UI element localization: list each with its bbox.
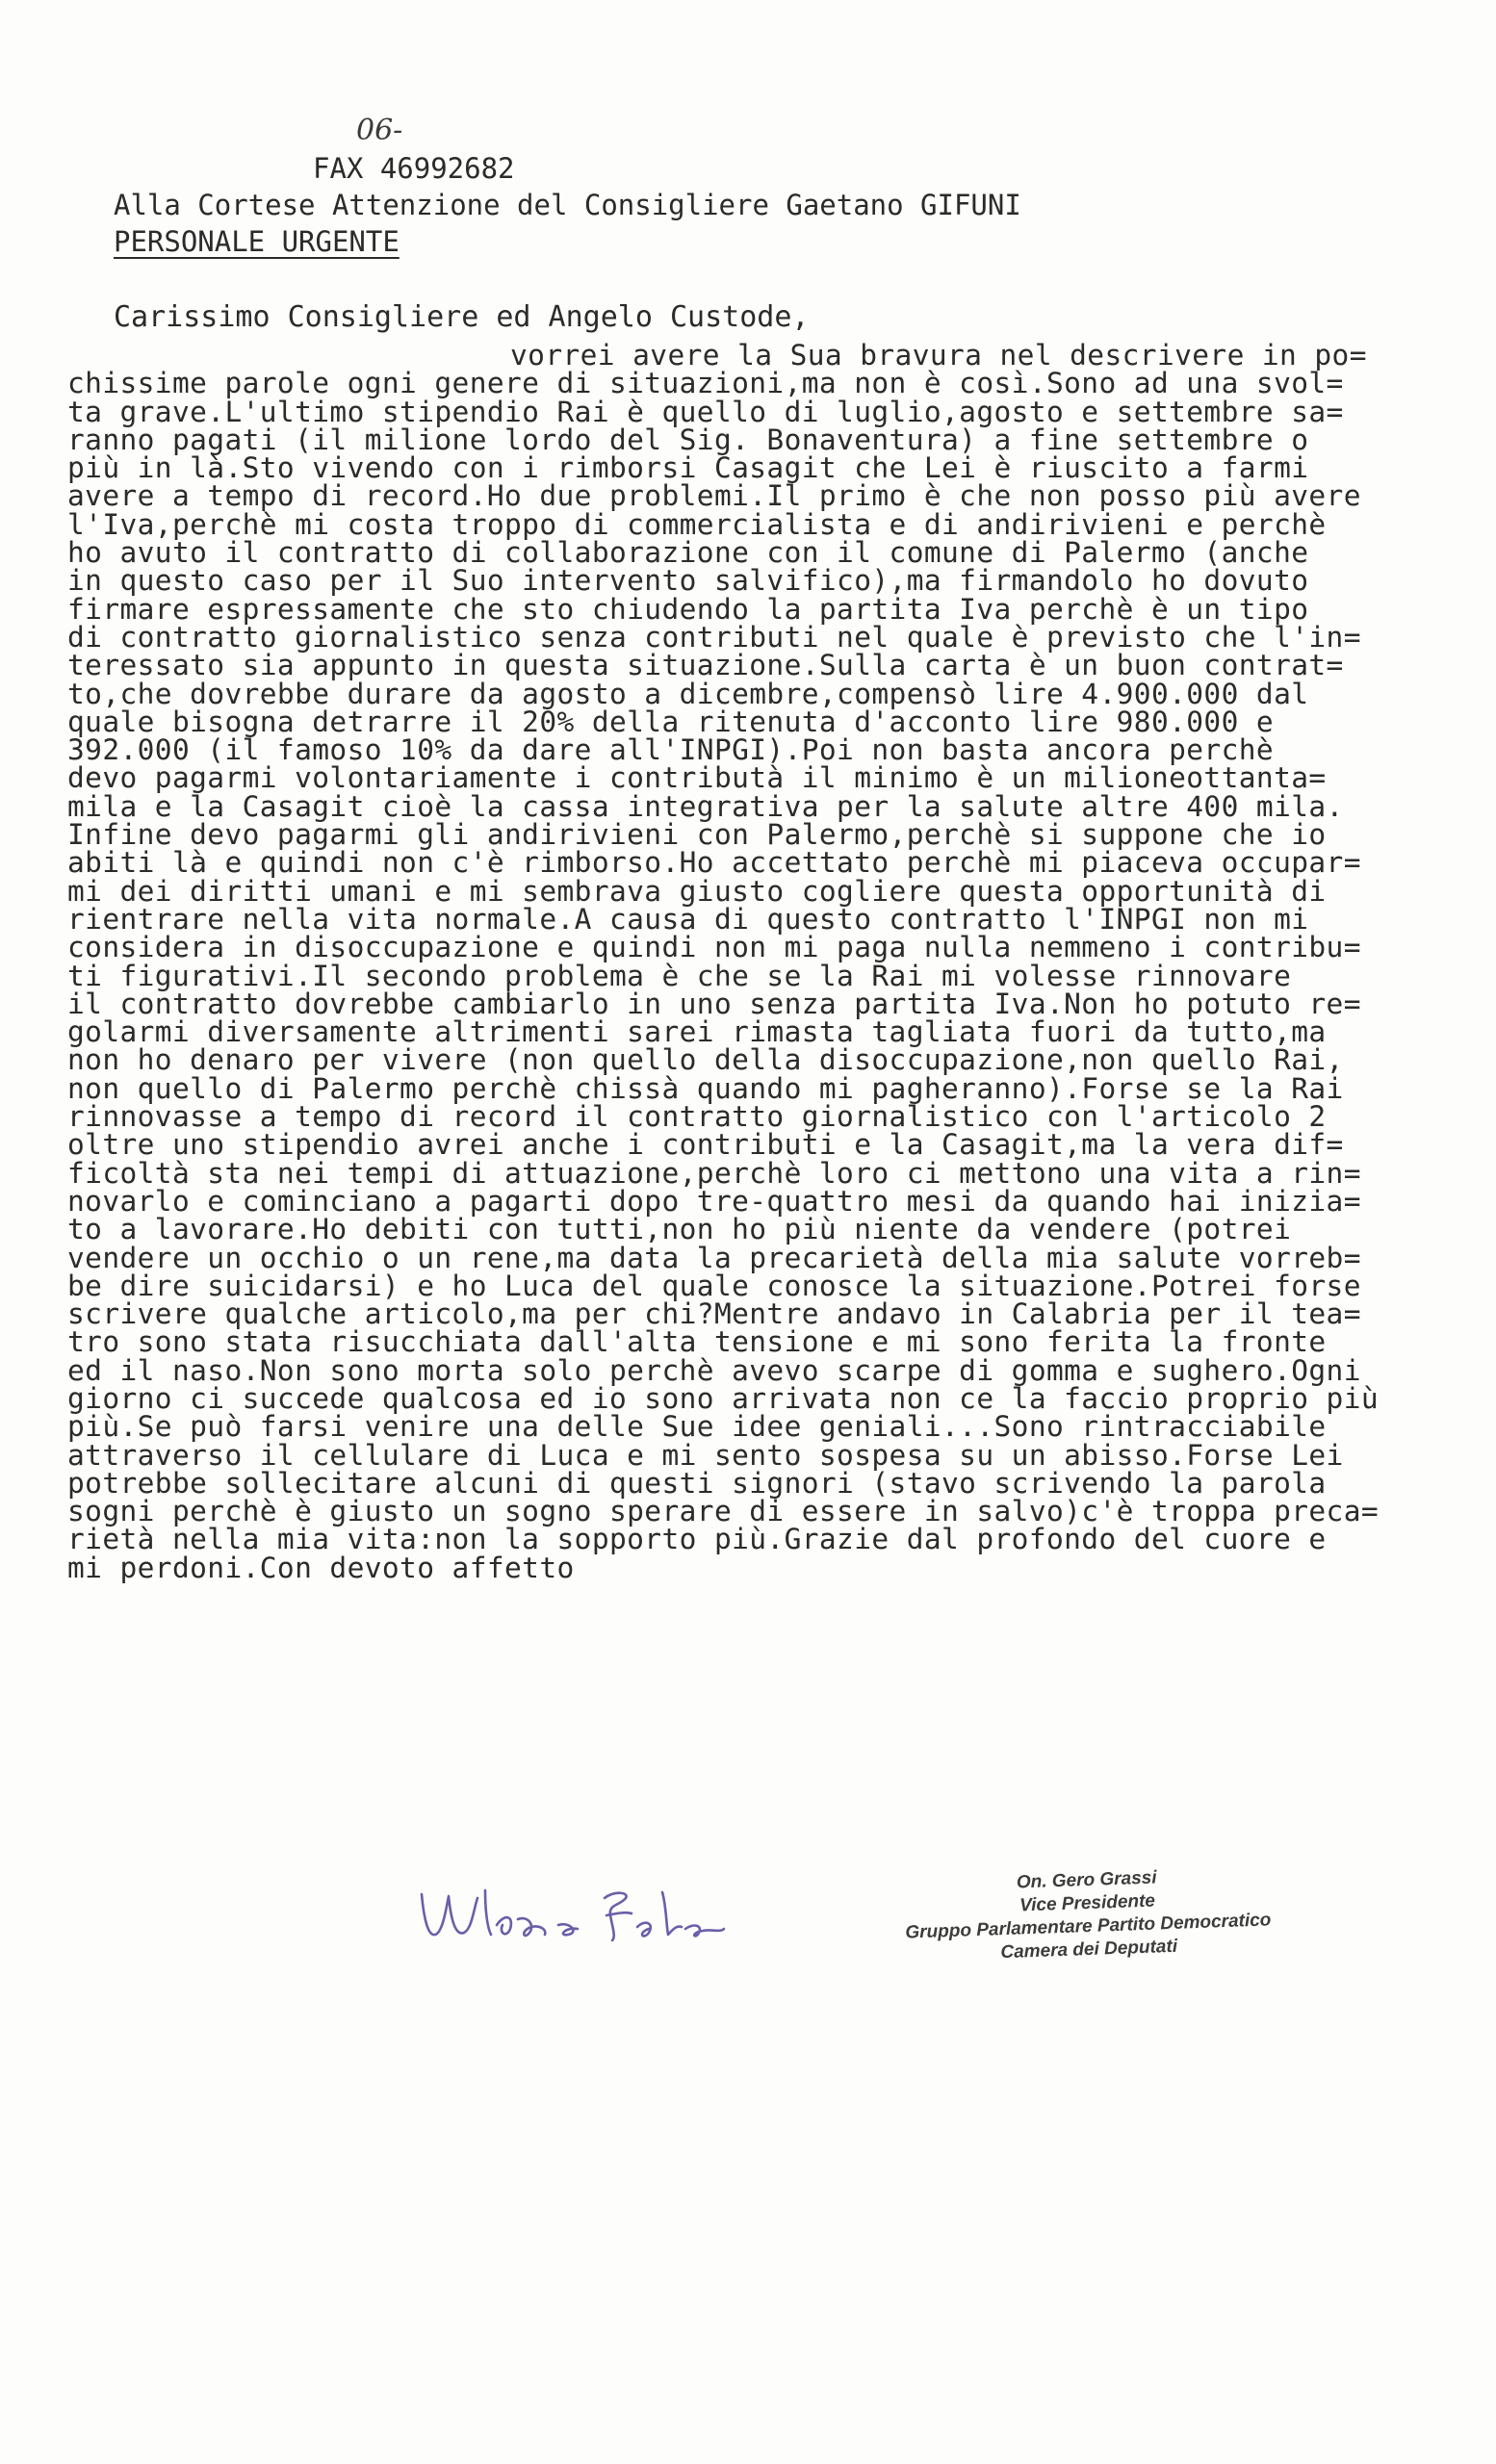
salutation: Carissimo Consigliere ed Angelo Custode, [114, 300, 810, 334]
stamp-name: On. Gero Grassi [1016, 1867, 1157, 1893]
letter-line: vendere un occhio o un rene,ma data la precarietà della mia salute vorreb= [67, 1241, 1361, 1274]
handwritten-page-number: 06- [356, 114, 403, 147]
letter-line: più.Se può farsi venire una delle Sue idee geniali...Sono rintracciabile [67, 1410, 1327, 1444]
letter-line: 392.000 (il famoso 10% da dare all'INPGI).Poi non basta ancora perchè [67, 733, 1275, 767]
stamp-group: Gruppo Parlamentare Partito Democratico [905, 1910, 1272, 1943]
letter-line: considera in disoccupazione e quindi non mi paga nulla nemmeno i contribu= [67, 931, 1361, 964]
letter-line: abiti là e quindi non c'è rimborso.Ho accettato perchè mi piaceva occupar= [67, 846, 1361, 880]
letter-line: ta grave.L'ultimo stipendio Rai è quello di luglio,agosto e settembre sa= [67, 395, 1344, 428]
letter-line: oltre uno stipendio avrei anche i contributi e la Casagit,ma la vera dif= [67, 1128, 1344, 1162]
stamp-chamber: Camera dei Deputati [1000, 1936, 1178, 1964]
letter-line: Infine devo pagarmi gli andirivieni con Palermo,perchè si suppone che io [67, 818, 1327, 852]
letter-line: più in là.Sto vivendo con i rimborsi Casagit che Lei è riuscito a farmi [67, 451, 1309, 485]
handwritten-signature [414, 1877, 732, 1964]
letter-line: tro sono stata risucchiata dall'alta tensione e mi sono ferita la fronte [67, 1325, 1327, 1359]
parliamentary-stamp [884, 1862, 1291, 1969]
letter-line: quale bisogna detrarre il 20% della ritenuta d'acconto lire 980.000 e [67, 705, 1275, 738]
letter-line: rinnovasse a tempo di record il contratto giornalistico con l'articolo 2 [67, 1100, 1327, 1134]
letter-line: rietà nella mia vita:non la sopporto più.Grazie dal profondo del cuore e [67, 1523, 1327, 1556]
letter-line: ed il naso.Non sono morta solo perchè avevo scarpe di gomma e sughero.Ogni [67, 1353, 1361, 1387]
letter-line: devo pagarmi volontariamente i contributà il minimo è un milioneottanta= [67, 761, 1327, 795]
letter-line: l'Iva,perchè mi costa troppo di commercialista e di andirivieni e perchè [67, 507, 1327, 541]
letter-line: di contratto giornalistico senza contributi nel quale è previsto che l'in= [67, 620, 1361, 654]
letter-line: non ho denaro per vivere (non quello della disoccupazione,non quello Rai, [67, 1043, 1344, 1077]
letter-line: ti figurativi.Il secondo problema è che se la Rai mi volesse rinnovare [67, 959, 1292, 992]
letter-line: mi dei diritti umani e mi sembrava giusto cogliere questa opportunità di [67, 874, 1327, 908]
letter-line: non quello di Palermo perchè chissà quando mi pagheranno).Forse se la Rai [67, 1071, 1344, 1105]
letter-line: novarlo e cominciano a pagarti dopo tre-quattro mesi da quando hai inizia= [67, 1184, 1361, 1218]
urgent-label: PERSONALE URGENTE [114, 225, 400, 258]
letter-line: ho avuto il contratto di collaborazione con il comune di Palermo (anche [67, 536, 1309, 570]
letter-line: ficoltà sta nei tempi di attuazione,perchè loro ci mettono una vita a rin= [67, 1156, 1361, 1190]
letter-line: rientrare nella vita normale.A causa di questo contratto l'INPGI non mi [67, 902, 1309, 936]
letter-line: il contratto dovrebbe cambiarlo in uno senza partita Iva.Non ho potuto re= [67, 987, 1361, 1020]
letter-line: be dire suicidarsi) e ho Luca del quale conosce la situazione.Potrei forse [67, 1269, 1361, 1302]
fax-number: FAX 46992682 [313, 152, 515, 185]
letter-line: in questo caso per il Suo intervento salvifico),ma firmandolo ho dovuto [67, 564, 1309, 598]
letter-line: mila e la Casagit cioè la cassa integrativa per la salute altre 400 mila. [67, 789, 1344, 823]
letter-line: to,che dovrebbe durare da agosto a dicembre,compensò lire 4.900.000 dal [67, 677, 1309, 710]
letter-line: ranno pagati (il milione lordo del Sig. Bonaventura) a fine settembre o [67, 423, 1309, 456]
attention-line: Alla Cortese Attenzione del Consigliere Gaetano GIFUNI [114, 189, 1021, 221]
letter-line: mi perdoni.Con devoto affetto [67, 1551, 575, 1584]
letter-line: to a lavorare.Ho debiti con tutti,non ho più niente da vendere (potrei [67, 1213, 1292, 1246]
letter-line: teressato sia appunto in questa situazione.Sulla carta è un buon contrat= [67, 649, 1344, 682]
stamp-role: Vice Presidente [1019, 1890, 1156, 1916]
letter-line: avere a tempo di record.Ho due problemi.Il primo è che non posso più avere [67, 479, 1361, 513]
letter-line: giorno ci succede qualcosa ed io sono arrivata non ce la faccio proprio più [67, 1381, 1380, 1415]
letter-line: scrivere qualche articolo,ma per chi?Mentre andavo in Calabria per il tea= [67, 1297, 1361, 1331]
letter-line: potrebbe sollecitare alcuni di questi signori (stavo scrivendo la parola [67, 1466, 1327, 1500]
letter-line: chissime parole ogni genere di situazioni,ma non è così.Sono ad una svol= [67, 367, 1344, 400]
letter-line: golarmi diversamente altrimenti sarei rimasta tagliata fuori da tutto,ma [67, 1015, 1327, 1049]
letter-line: sogni perchè è giusto un sogno sperare di essere in salvo)c'è troppa preca= [67, 1495, 1380, 1528]
letter-line: attraverso il cellulare di Luca e mi sento sospesa su un abisso.Forse Lei [67, 1438, 1344, 1472]
letter-line: firmare espressamente che sto chiudendo la partita Iva perchè è un tipo [67, 592, 1309, 626]
letter-line: vorrei avere la Sua bravura nel descrivere in po= [510, 339, 1367, 372]
letter-body [67, 339, 1454, 1584]
